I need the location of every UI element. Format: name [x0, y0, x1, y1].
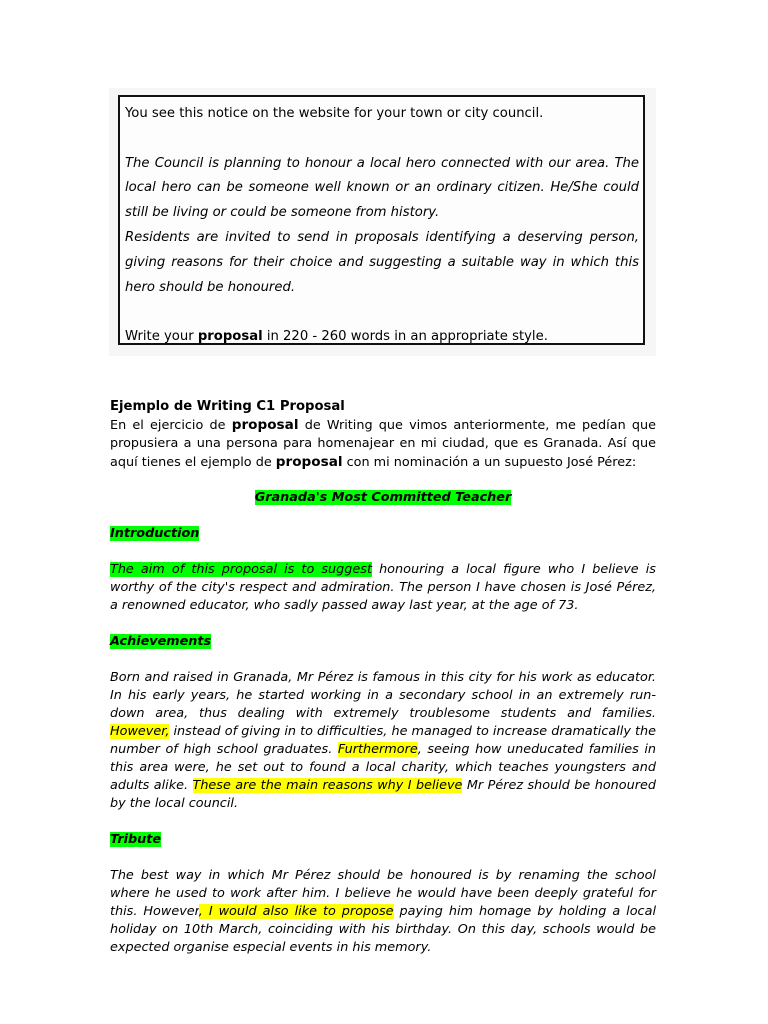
- proposal-title-line: [110, 489, 656, 507]
- intro-text-c: con mi nominación a un supuesto José Pérez:: [342, 455, 637, 470]
- document-body: [110, 398, 656, 957]
- task-notice-box: [118, 95, 645, 345]
- achievements-paragraph: [110, 669, 656, 813]
- achievements-highlight-3: These are the main reasons why I believe: [192, 778, 463, 793]
- tribute-paragraph: [110, 867, 656, 957]
- instruction-keyword: proposal: [197, 329, 263, 345]
- achievements-highlight-2: Furthermore: [337, 742, 418, 757]
- proposal-title: Granada's Most Committed Teacher: [254, 490, 512, 505]
- intro-keyword-2: proposal: [275, 454, 343, 470]
- notice-task-paragraph-2: Residents are invited to send in proposals identifying a deserving person, giving reasons for their choice and suggesting a suitable way in which this hero should be honoured.: [125, 229, 639, 295]
- introduction-paragraph: [110, 561, 656, 615]
- tribute-heading: Tribute: [110, 832, 162, 847]
- achievements-highlight-1: However,: [110, 724, 170, 739]
- notice-intro: You see this notice on the website for your town or city council.: [125, 106, 544, 121]
- achievements-text-4: Mr Pérez should be honoured by the local council.: [110, 778, 656, 811]
- introduction-text: honouring a local figure who I believe is worthy of the city's respect and admiration. The person I have chosen is José Pérez, a renowned educator, who sadly passed away last year, at the age of 73.: [110, 562, 656, 613]
- tribute-text-2: paying him homage by holding a local holiday on 10th March, coinciding with his birthday. On this day, schools would be expected organise especial events in his memory.: [110, 904, 656, 955]
- intro-text-a: En el ejercicio de: [110, 418, 232, 433]
- intro-keyword-1: proposal: [231, 417, 299, 433]
- achievements-text-3: , seeing how uneducated families in this area were, he set out to found a local charity, which teaches youngsters and adults alike.: [110, 742, 656, 793]
- achievements-text-1: Born and raised in Granada, Mr Pérez is famous in this city for his work as educator. In his early years, he started working in a secondary school in an extremely run-down area, thus dealing with extremely troublesome students and families.: [110, 670, 656, 721]
- instruction-text-a: Write your: [125, 329, 198, 345]
- notice-instruction: [125, 325, 639, 350]
- notice-task-paragraph-1: The Council is planning to honour a local hero connected with our area. The local hero can be someone well known or an ordinary citizen. He/She could still be living or could be someone from history.: [125, 155, 639, 221]
- instruction-text-b: in 220 - 260 words in an appropriate style.: [262, 329, 548, 345]
- tribute-highlight-1: , I would also like to propose: [198, 904, 394, 919]
- achievements-heading-line: [110, 633, 656, 651]
- tribute-text-1: The best way in which Mr Pérez should be honoured is by renaming the school where he used to work after him. I believe he would have been deeply grateful for this. However: [110, 868, 656, 919]
- tribute-heading-line: [110, 831, 656, 849]
- intro-text-b: de Writing que vimos anteriormente, me pedían que propusiera a una persona para homenajear en mi ciudad, que es Granada. Así que aquí tienes el ejemplo de: [110, 418, 656, 470]
- example-intro: [110, 416, 656, 472]
- introduction-highlight: The aim of this proposal is to suggest: [110, 562, 372, 577]
- achievements-text-2: instead of giving in to difficulties, he managed to increase dramatically the number of high school graduates.: [110, 724, 656, 757]
- example-heading: Ejemplo de Writing C1 Proposal: [110, 399, 345, 414]
- introduction-heading-line: [110, 525, 656, 543]
- introduction-heading: Introduction: [110, 526, 200, 541]
- achievements-heading: Achievements: [110, 634, 212, 649]
